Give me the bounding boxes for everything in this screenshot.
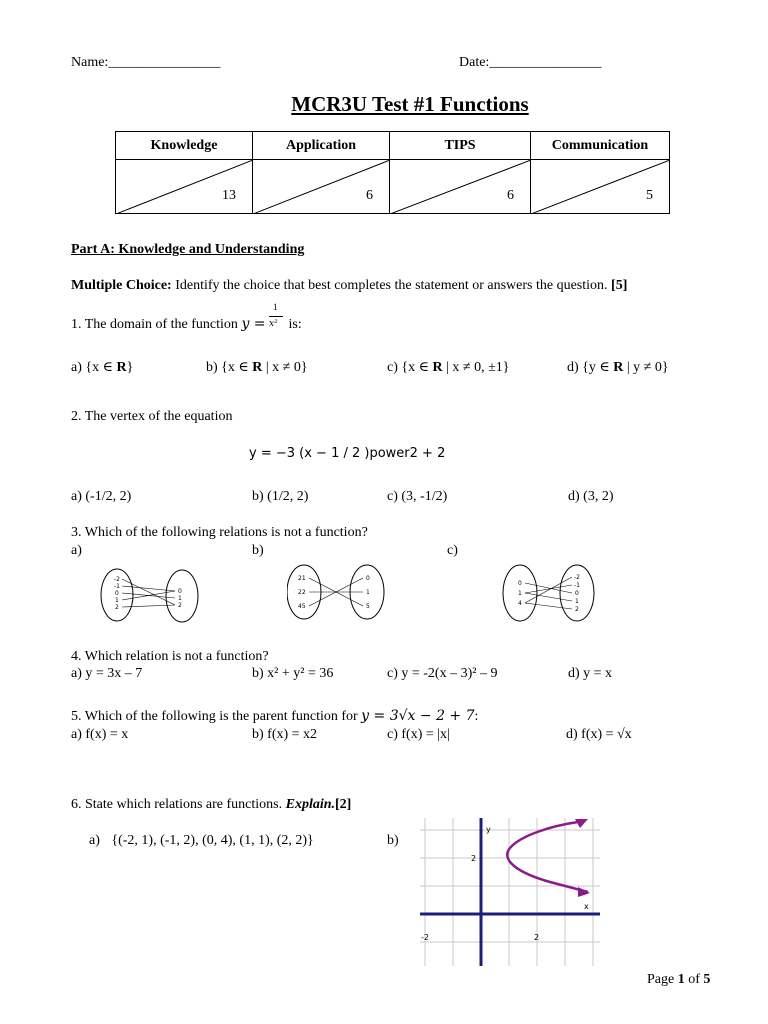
q1-fn-lhs: y =	[241, 316, 266, 332]
range-value: 2	[575, 606, 579, 613]
q5-option-a: a) f(x) = x	[71, 727, 129, 742]
domain-value: 45	[298, 603, 306, 610]
graph-axes	[420, 818, 600, 966]
marks-header-knowledge: Knowledge	[116, 132, 253, 160]
q3-option-b-label: b)	[252, 543, 264, 558]
q5-prompt: 5. Which of the following is the parent function for	[71, 709, 362, 724]
q6-graph	[420, 818, 600, 966]
q6-prompt: 6. State which relations are functions.	[71, 797, 286, 812]
q3-option-c-label: c)	[447, 543, 458, 558]
tips-total: 6	[507, 188, 514, 203]
range-value: 0	[366, 575, 370, 582]
q4-option-b: b) x² + y² = 36	[252, 666, 334, 681]
page-number: Page 1 of 5	[647, 972, 711, 987]
fraction-bar	[269, 316, 283, 317]
q1-option-d: d) {y ∈ R | y ≠ 0}	[567, 360, 669, 375]
marks-cell-tips	[390, 160, 531, 214]
communication-total: 5	[646, 188, 653, 203]
q5-option-c: c) f(x) = |x|	[387, 727, 450, 742]
range-value: 1	[575, 598, 579, 605]
mc-text: Identify the choice that best completes the statement or answers the question.	[171, 278, 612, 293]
q4-prompt: 4. Which relation is not a function?	[71, 649, 269, 664]
q6-explain: Explain.	[285, 797, 336, 812]
domain-value: 1	[115, 597, 119, 604]
q4-option-c: c) y = -2(x – 3)² – 9	[387, 666, 498, 681]
q2-equation: y = −3 (x − 1 / 2 )power2 + 2	[249, 446, 446, 461]
q1-option-c: c) {x ∈ R | x ≠ 0, ±1}	[387, 360, 510, 375]
y-tick-pos: 2	[471, 854, 477, 863]
marks-cell-communication	[531, 160, 670, 214]
domain-value: 22	[298, 589, 306, 596]
q5-text	[71, 708, 478, 725]
mapping-diagram-b	[287, 562, 387, 622]
q1-fn-numerator: 1	[273, 302, 278, 312]
q1-text	[71, 302, 302, 333]
range-value: 1	[366, 589, 370, 596]
domain-value: 0	[518, 580, 522, 587]
q2-option-b: b) (1/2, 2)	[252, 489, 309, 504]
q6-b-label: b)	[387, 833, 399, 848]
q4-option-a: a) y = 3x – 7	[71, 666, 143, 681]
diagonal-line	[253, 160, 390, 214]
mc-label: Multiple Choice:	[71, 278, 172, 293]
q2-option-d: d) (3, 2)	[568, 489, 614, 504]
q1-option-a: a) {x ∈ R}	[71, 360, 134, 375]
range-value: -1	[574, 582, 580, 589]
domain-value: 21	[298, 575, 306, 582]
knowledge-total: 13	[222, 188, 236, 203]
q6-text	[71, 797, 351, 813]
range-value: 1	[178, 595, 182, 602]
q6-part-a	[89, 833, 314, 849]
q1-fn-denominator: x²	[269, 319, 278, 329]
x-tick-neg: -2	[421, 933, 429, 942]
q1-fraction	[269, 302, 285, 329]
mapping-diagram-a	[100, 567, 200, 627]
y-axis-label: y	[486, 825, 491, 834]
domain-value: 4	[518, 600, 522, 607]
q5-option-b: b) f(x) = x2	[252, 727, 318, 742]
range-value: 2	[178, 602, 182, 609]
application-total: 6	[366, 188, 373, 203]
marks-cell-knowledge	[116, 160, 253, 214]
mc-marks: [5]	[611, 278, 628, 293]
range-value: 0	[575, 590, 579, 597]
range-oval	[166, 570, 198, 622]
q4-option-d: d) y = x	[568, 666, 613, 681]
domain-value: 1	[518, 590, 522, 597]
mapping-diagram-c	[500, 562, 600, 624]
diagonal-line	[116, 160, 253, 214]
x-axis-label: x	[584, 902, 589, 911]
marks-cell-application	[253, 160, 390, 214]
domain-value: -1	[114, 583, 120, 590]
q6-a-label: a)	[89, 833, 100, 848]
q5-option-d: d) f(x) = √x	[566, 727, 632, 742]
marks-header-communication: Communication	[531, 132, 670, 160]
diagonal-line	[390, 160, 531, 214]
q5-colon: :	[474, 709, 479, 724]
q2-option-a: a) (-1/2, 2)	[71, 489, 132, 504]
range-value: -2	[574, 574, 580, 581]
multiple-choice-instructions	[71, 278, 627, 294]
marks-header-tips: TIPS	[390, 132, 531, 160]
range-value: 0	[178, 588, 182, 595]
q1-option-b: b) {x ∈ R | x ≠ 0}	[206, 360, 308, 375]
arrow-head-icon	[578, 887, 590, 897]
q3-prompt: 3. Which of the following relations is not a function?	[71, 525, 368, 540]
q6-a-set: {(-2, 1), (-1, 2), (0, 4), (1, 1), (2, 2)}	[111, 833, 314, 848]
part-a-heading: Part A: Knowledge and Understanding	[71, 242, 305, 257]
page-title: MCR3U Test #1 Functions	[291, 92, 529, 116]
marks-table	[115, 131, 670, 214]
parabola-curve	[507, 822, 588, 892]
q1-prompt: 1. The domain of the function	[71, 317, 242, 332]
name-field-label: Name:________________	[71, 55, 221, 70]
q6-marks: [2]	[335, 797, 352, 812]
diagonal-line	[531, 160, 670, 214]
q5-function: y = 3√x − 2 + 7	[361, 708, 475, 724]
arrow-head-icon	[575, 819, 588, 828]
domain-value: 0	[115, 590, 119, 597]
x-tick-pos: 2	[534, 933, 540, 942]
domain-value: -2	[114, 576, 120, 583]
marks-header-application: Application	[253, 132, 390, 160]
q2-option-c: c) (3, -1/2)	[387, 489, 448, 504]
q3-option-a-label: a)	[71, 543, 82, 558]
date-field-label: Date:________________	[459, 55, 602, 70]
domain-value: 2	[115, 604, 119, 611]
q1-suffix: is:	[285, 317, 302, 332]
q2-prompt: 2. The vertex of the equation	[71, 409, 233, 424]
range-value: 5	[366, 603, 370, 610]
